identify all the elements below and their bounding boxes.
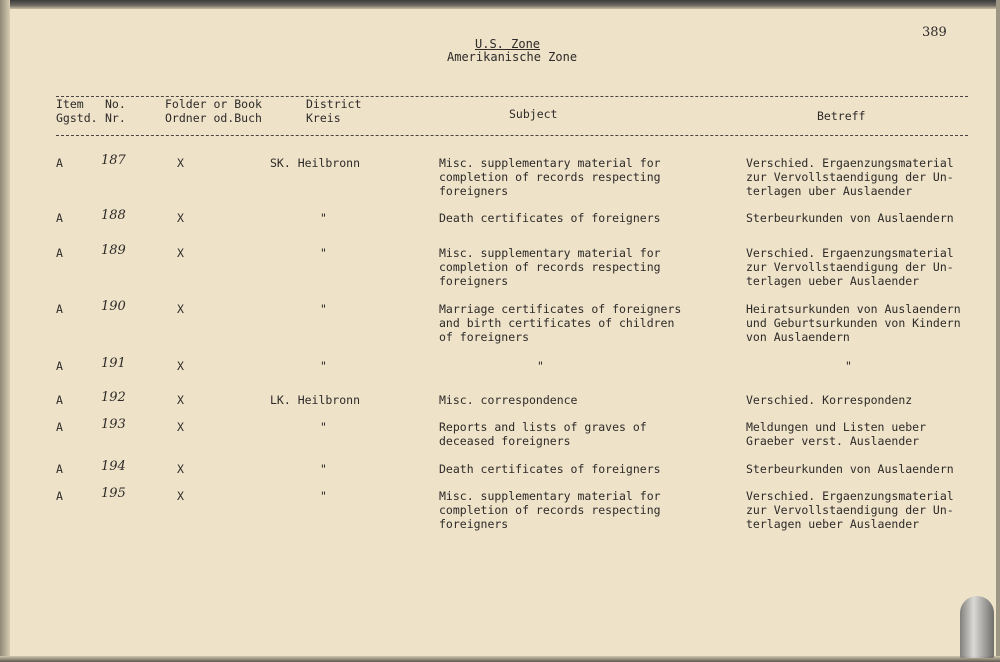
column-header-item: Item Ggstd. bbox=[56, 97, 98, 125]
column-header-folder: Folder or Book Ordner od.Buch bbox=[165, 97, 262, 125]
page-number: 389 bbox=[922, 25, 947, 40]
zone-title-de: Amerikanische Zone bbox=[447, 50, 578, 64]
cell-no: 194 bbox=[101, 459, 126, 474]
column-header-district: District Kreis bbox=[306, 97, 362, 125]
cell-subject: Death certificates of foreigners bbox=[439, 462, 661, 476]
cell-subject: Misc. supplementary material for completion of records respecting foreigners bbox=[439, 246, 661, 288]
cell-no: 195 bbox=[101, 486, 126, 501]
cell-betreff: Verschied. Korrespondenz bbox=[746, 393, 913, 407]
cell-subject: Death certificates of foreigners bbox=[439, 211, 661, 225]
cell-subject: Reports and lists of graves of deceased foreigners bbox=[439, 420, 647, 448]
cell-district: " bbox=[320, 246, 327, 260]
cell-district: " bbox=[320, 489, 327, 503]
cell-item: A bbox=[56, 489, 63, 503]
cell-subject: " bbox=[537, 359, 544, 373]
cell-subject: Misc. supplementary material for completion of records respecting foreigners bbox=[439, 156, 661, 198]
column-header-subject: Subject bbox=[509, 107, 558, 121]
cell-district: " bbox=[320, 211, 327, 225]
cell-betreff: Verschied. Ergaenzungsmaterial zur Vervollstaendigung der Un- terlagen ueber Auslaender bbox=[746, 489, 954, 531]
cell-item: A bbox=[56, 393, 63, 407]
cell-subject: Misc. supplementary material for completion of records respecting foreigners bbox=[439, 489, 661, 531]
header-rule-bottom bbox=[56, 135, 968, 136]
cell-no: 193 bbox=[101, 417, 126, 432]
cell-district: " bbox=[320, 302, 327, 316]
cell-folder: X bbox=[177, 393, 184, 407]
zone-title-en: U.S. Zone bbox=[475, 37, 541, 51]
cell-folder: X bbox=[177, 462, 184, 476]
cell-district: SK. Heilbronn bbox=[270, 156, 361, 170]
cell-folder: X bbox=[177, 246, 184, 260]
cell-district: " bbox=[320, 420, 327, 434]
page-bottom-edge bbox=[0, 656, 1000, 662]
cell-no: 190 bbox=[101, 299, 126, 314]
cell-item: A bbox=[56, 420, 63, 434]
cell-betreff: Heiratsurkunden von Auslaendern und Geburtsurkunden von Kindern von Auslaendern bbox=[746, 302, 961, 344]
cell-folder: X bbox=[177, 420, 184, 434]
cell-betreff: Sterbeurkunden von Auslaendern bbox=[746, 211, 954, 225]
cell-item: A bbox=[56, 156, 63, 170]
column-header-betreff: Betreff bbox=[817, 109, 866, 123]
cell-betreff: Verschied. Ergaenzungsmaterial zur Vervollstaendigung der Un- terlagen ueber Auslaender bbox=[746, 246, 954, 288]
cell-item: A bbox=[56, 302, 63, 316]
page-left-edge bbox=[0, 0, 10, 662]
page-top-edge bbox=[0, 0, 1000, 9]
cell-betreff: Sterbeurkunden von Auslaendern bbox=[746, 462, 954, 476]
cell-betreff: " bbox=[845, 359, 852, 373]
cell-folder: X bbox=[177, 156, 184, 170]
cell-folder: X bbox=[177, 359, 184, 373]
cell-subject: Misc. correspondence bbox=[439, 393, 578, 407]
cell-item: A bbox=[56, 246, 63, 260]
cell-district: LK. Heilbronn bbox=[270, 393, 361, 407]
cell-folder: X bbox=[177, 302, 184, 316]
cell-no: 188 bbox=[101, 208, 126, 223]
column-header-no: No. Nr. bbox=[105, 97, 126, 125]
cell-subject: Marriage certificates of foreigners and birth certificates of children of foreigners bbox=[439, 302, 682, 344]
cell-folder: X bbox=[177, 489, 184, 503]
cell-betreff: Verschied. Ergaenzungsmaterial zur Vervollstaendigung der Un- terlagen uber Auslaender bbox=[746, 156, 954, 198]
cell-item: A bbox=[56, 211, 63, 225]
cell-district: " bbox=[320, 359, 327, 373]
cell-district: " bbox=[320, 462, 327, 476]
cell-no: 189 bbox=[101, 243, 126, 258]
cell-betreff: Meldungen und Listen ueber Graeber verst. Auslaender bbox=[746, 420, 927, 448]
cell-item: A bbox=[56, 462, 63, 476]
cell-folder: X bbox=[177, 211, 184, 225]
cell-no: 192 bbox=[101, 390, 126, 405]
page-right-edge bbox=[996, 0, 1000, 662]
cell-no: 191 bbox=[101, 356, 126, 371]
cell-no: 187 bbox=[101, 153, 126, 168]
binder-clip bbox=[960, 596, 994, 658]
cell-item: A bbox=[56, 359, 63, 373]
